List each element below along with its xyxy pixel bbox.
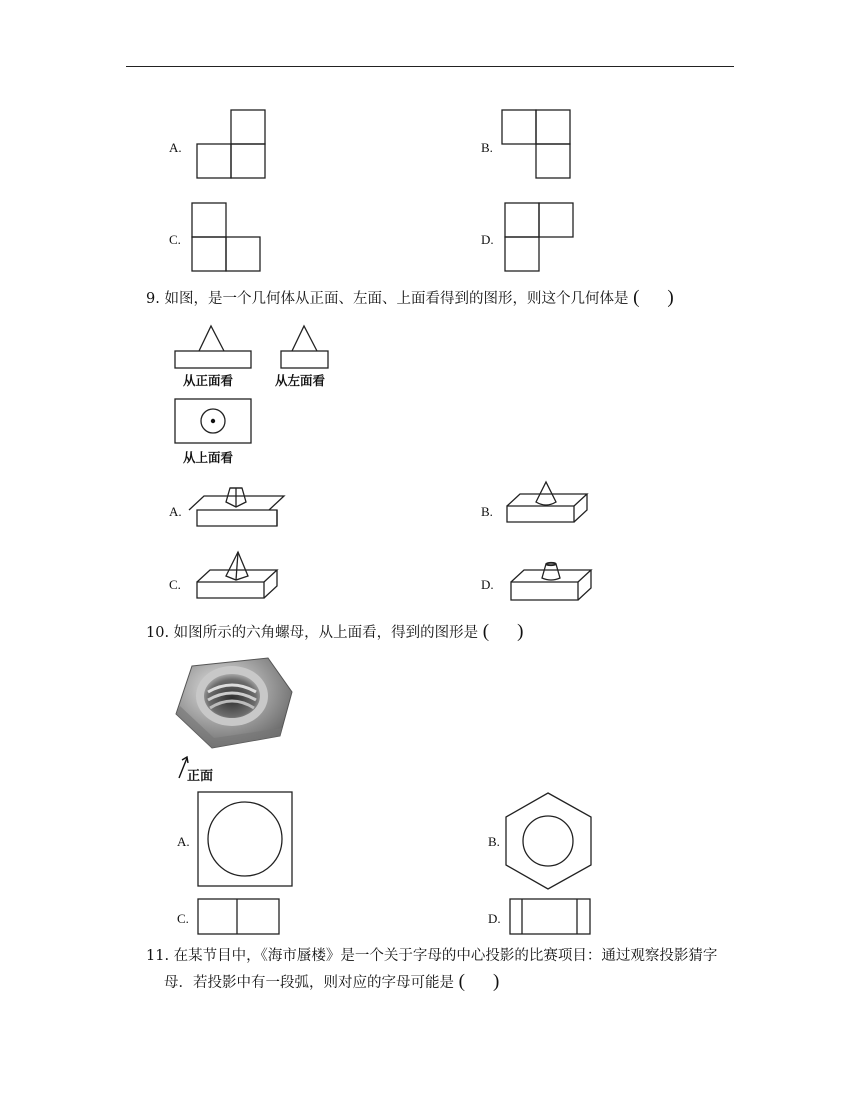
q8-option-b-label[interactable]: B. <box>481 140 493 155</box>
q9-left-view <box>280 324 330 370</box>
q9-option-c-figure[interactable] <box>196 550 280 604</box>
q10-option-c-label[interactable]: C. <box>177 911 189 926</box>
q9-front-view <box>174 324 252 370</box>
q10-option-d-figure[interactable] <box>509 898 593 936</box>
q10-option-d-label[interactable]: D. <box>488 911 501 926</box>
q8-option-d-label[interactable]: D. <box>481 232 494 247</box>
q10-question-text: 10. 如图所示的六角螺母，从上面看，得到的图形是 <box>146 625 479 641</box>
q10-option-a-label[interactable]: A. <box>177 834 190 849</box>
q9-paren-open: ( <box>633 287 640 308</box>
q9-option-c-label[interactable]: C. <box>169 577 181 592</box>
q11-question-line2 <box>164 972 499 993</box>
q11-question-line1: 11. 在某节目中，《海市蜃楼》是一个关于字母的中心投影的比赛项目：通过观察投影猜字 <box>146 948 718 964</box>
q10-option-b-label[interactable]: B. <box>488 834 500 849</box>
q11-question-text: 母．若投影中有一段弧，则对应的字母可能是 <box>164 975 454 991</box>
q8-option-c-label[interactable]: C. <box>169 232 181 247</box>
q9-front-view-caption: 从正面看 <box>183 373 234 388</box>
q8-option-c-figure[interactable] <box>191 202 263 272</box>
q8-option-a-figure[interactable] <box>196 109 268 179</box>
q9-question-text: 9. 如图，是一个几何体从正面、左面、上面看得到的图形，则这个几何体是 <box>146 291 629 307</box>
q9-paren-close: ) <box>667 287 674 308</box>
q10-option-b-figure[interactable] <box>505 792 593 890</box>
q9-option-a-label[interactable]: A. <box>169 504 182 519</box>
q9-top-view-caption: 从上面看 <box>183 450 234 465</box>
q10-front-label: 正面 <box>187 769 214 784</box>
q10-paren-close: ) <box>517 621 524 642</box>
q11-paren-open: ( <box>458 971 465 992</box>
q9-question <box>146 288 674 309</box>
q9-left-view-caption: 从左面看 <box>275 373 326 388</box>
q10-hex-nut-photo <box>172 652 294 752</box>
q9-option-d-label[interactable]: D. <box>481 577 494 592</box>
q10-paren-open: ( <box>482 621 490 642</box>
q11-paren-close: ) <box>492 971 500 992</box>
q9-option-a-figure[interactable] <box>196 484 280 528</box>
q9-top-view <box>174 398 252 444</box>
q10-question <box>146 622 523 643</box>
q9-option-b-figure[interactable] <box>506 480 590 532</box>
header-rule <box>126 66 734 67</box>
q9-option-b-label[interactable]: B. <box>481 504 493 519</box>
q10-option-c-figure[interactable] <box>197 898 281 936</box>
q8-option-d-figure[interactable] <box>504 202 576 272</box>
q9-option-d-figure[interactable] <box>510 560 594 604</box>
q8-option-a-label[interactable]: A. <box>169 140 182 155</box>
q8-option-b-figure[interactable] <box>501 109 573 179</box>
q10-option-a-figure[interactable] <box>197 791 294 888</box>
